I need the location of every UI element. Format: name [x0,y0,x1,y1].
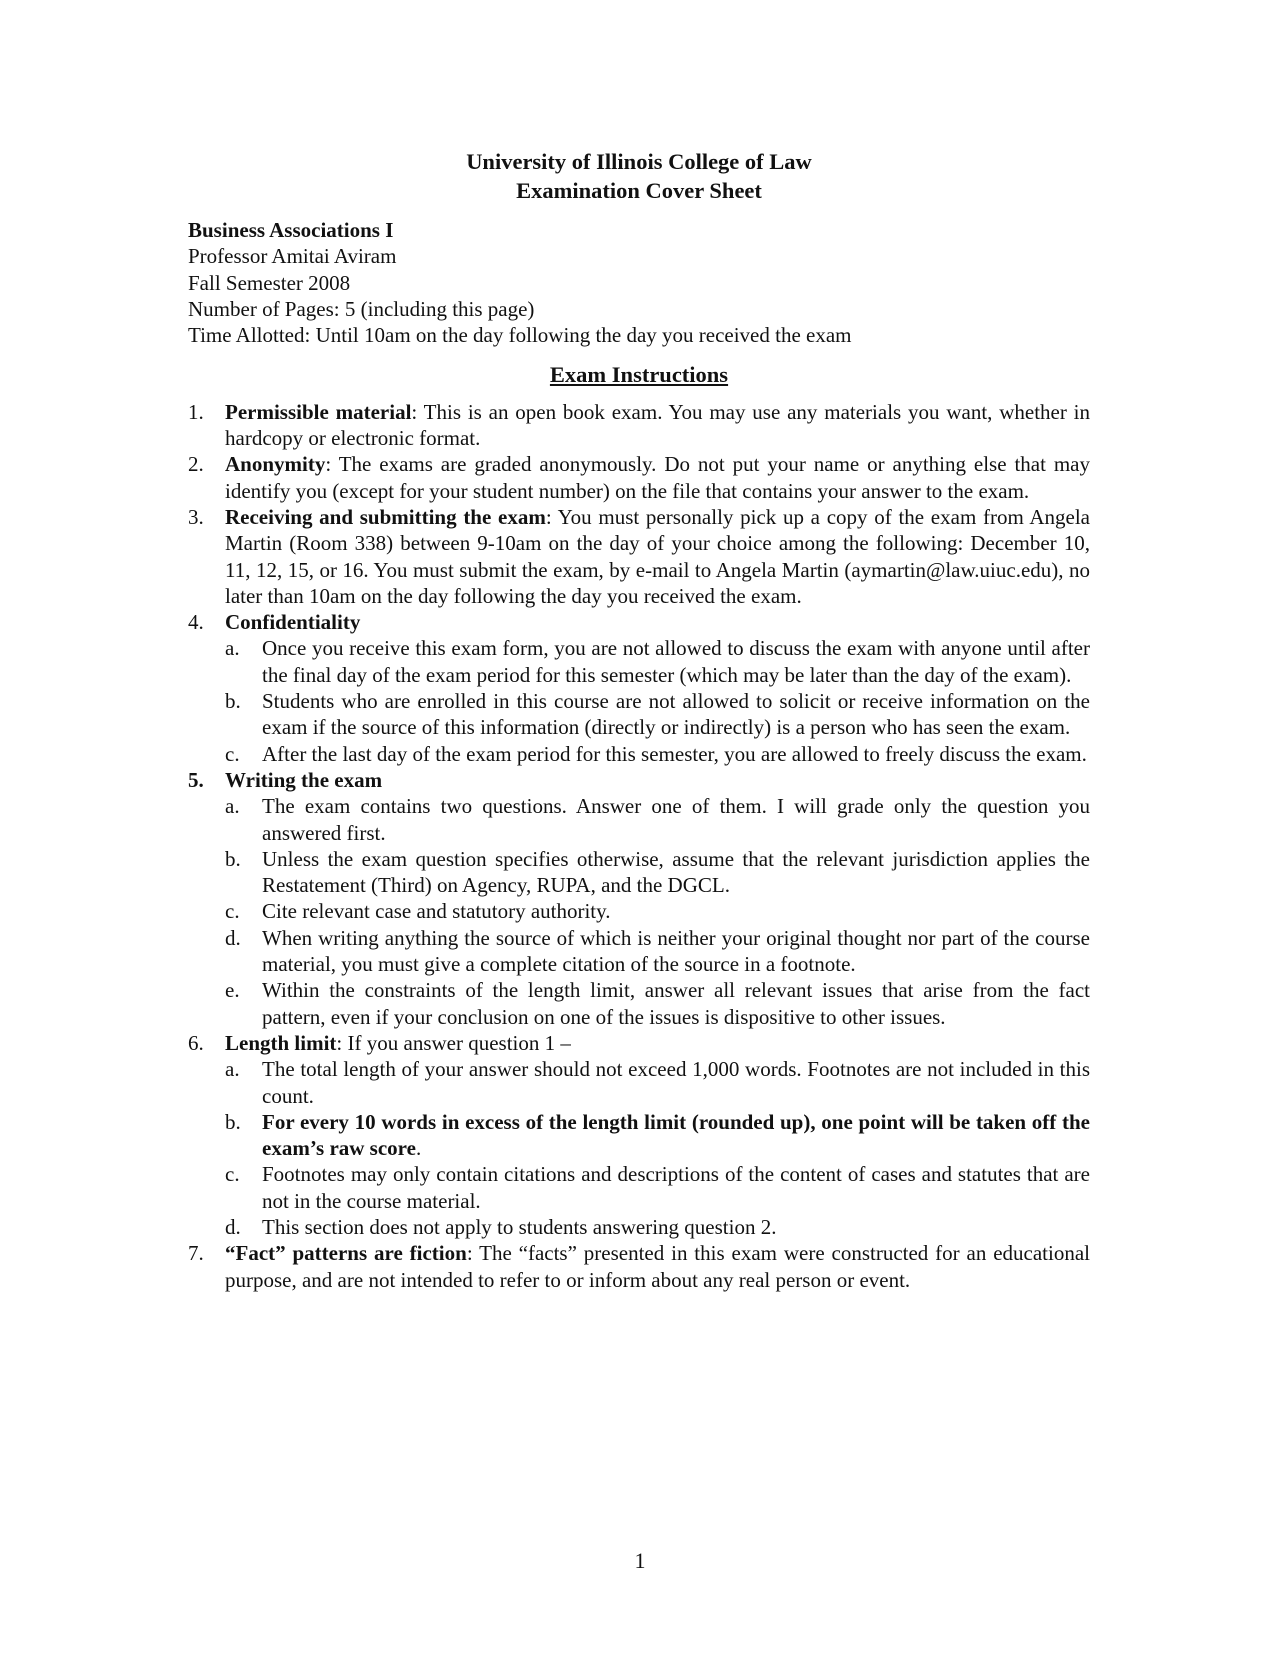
sub-letter: a. [225,794,240,819]
sub-letter: c. [225,899,240,924]
page-content [188,148,1090,1293]
item-number: 2. [188,452,204,477]
sub-item [225,635,1090,688]
item-text: : You must personally pick up a copy of the exam from Angela Martin (Room 338) between 9-10am on the day of your choice among the following: December 10, 11, 12, 15, or 16. You must submit the exam, by e-mail to Angela Martin (aymartin@law.uiuc.edu), no later than 10am on the day following the day you received the exam. [225,504,1091,608]
sub-item [225,977,1090,1030]
instruction-item [188,1030,1090,1240]
document-title: University of Illinois College of Law [466,149,812,174]
sub-bold-text: For every 10 words in excess of the length limit (rounded up), one point will be taken off the exam’s raw score [262,1109,1090,1161]
sub-letter: d. [225,1214,241,1239]
sub-letter: c. [225,741,240,766]
item-number: 6. [188,1030,204,1055]
sub-letter: d. [225,925,241,950]
sub-item [225,793,1090,846]
exam-info [188,217,1090,348]
instruction-item [188,399,1090,452]
sub-letter: e. [225,978,240,1003]
item-label: Length limit [225,1030,337,1055]
item-label: Permissible material [225,399,412,424]
professor-name: Professor Amitai Aviram [188,244,397,269]
item-number: 3. [188,504,204,529]
item-text: : If you answer question 1 – [336,1030,571,1055]
sub-item [225,688,1090,741]
sub-text: Within the constraints of the length limit, answer all relevant issues that arise from the fact pattern, even if your conclusion on one of the issues is dispositive to other issues. [262,978,1090,1029]
sub-text: This section does not apply to students answering question 2. [262,1214,777,1239]
sub-letter: a. [225,636,240,661]
document-subtitle: Examination Cover Sheet [516,177,762,203]
item-text: : The “facts” presented in this exam were constructed for an educational purpose, and are not intended to refer to or inform about any real person or event. [225,1241,1090,1292]
semester: Fall Semester 2008 [188,270,351,295]
sub-letter: b. [225,1109,241,1134]
sub-text: The exam contains two questions. Answer one of them. I will grade only the question you answered first. [262,794,1090,845]
item-label: Receiving and submitting the exam [225,504,546,529]
sub-item [225,741,1090,767]
instruction-item [188,451,1090,504]
item-label: Anonymity [225,452,326,477]
sub-text: After the last day of the exam period for this semester, you are allowed to freely discuss the exam. [262,741,1087,766]
instruction-item [188,767,1090,1030]
sub-text: . [415,1136,422,1161]
sub-item [225,1056,1090,1109]
item-text: : The exams are graded anonymously. Do not put your name or anything else that may identify you (except for your student number) on the file that contains your answer to the exam. [225,452,1090,503]
sub-text: The total length of your answer should not exceed 1,000 words. Footnotes are not included in this count. [262,1057,1090,1108]
item-number: 1. [188,399,204,424]
instruction-item [188,609,1090,767]
sub-item [225,898,1090,924]
instructions-heading: Exam Instructions [549,362,729,388]
sub-item [225,1214,1090,1240]
item-number: 4. [188,610,204,635]
sub-text: When writing anything the source of which is neither your original thought nor part of the course material, you must give a complete citation of the source in a footnote. [262,925,1090,977]
time-allotted: Time Allotted: Until 10am on the day following the day you received the exam [188,323,852,348]
item-label: Confidentiality [225,610,361,635]
sub-item [225,1109,1090,1162]
instruction-item [188,504,1090,609]
item-label: Writing the exam [225,767,383,792]
sub-letter: b. [225,689,241,714]
item-text: : This is an open book exam. You may use any materials you want, whether in hardcopy or electronic format. [225,399,1090,451]
sub-item [225,1161,1090,1214]
instruction-item [188,1240,1090,1293]
title-block [188,148,1090,205]
sub-letter: a. [225,1057,240,1082]
sub-item [225,925,1090,978]
page-number: 1 [634,1548,646,1573]
item-label: “Fact” patterns are fiction [225,1241,467,1266]
sub-text: Unless the exam question specifies otherwise, assume that the relevant jurisdiction applies the Restatement (Third) on Agency, RUPA, and the DGCL. [262,846,1090,898]
sub-list [225,793,1090,1030]
sub-text: Students who are enrolled in this course are not allowed to solicit or receive information on the exam if the source of this information (directly or indirectly) is a person who has seen the exam. [262,689,1090,740]
course-name: Business Associations I [188,218,394,242]
instructions-list [188,399,1090,1293]
sub-text: Once you receive this exam form, you are not allowed to discuss the exam with anyone until after the final day of the exam period for this semester (which may be later than the day of the exam). [262,636,1090,687]
sub-item [225,846,1090,899]
sub-list [225,635,1090,766]
sub-letter: b. [225,846,241,871]
sub-list [225,1056,1090,1240]
item-number: 5. [188,767,204,792]
sub-letter: c. [225,1162,240,1187]
sub-text: Cite relevant case and statutory authority. [262,899,611,924]
sub-text: Footnotes may only contain citations and descriptions of the content of cases and statutes that are not in the course material. [262,1162,1090,1213]
page-count: Number of Pages: 5 (including this page) [188,296,535,321]
item-number: 7. [188,1241,204,1266]
